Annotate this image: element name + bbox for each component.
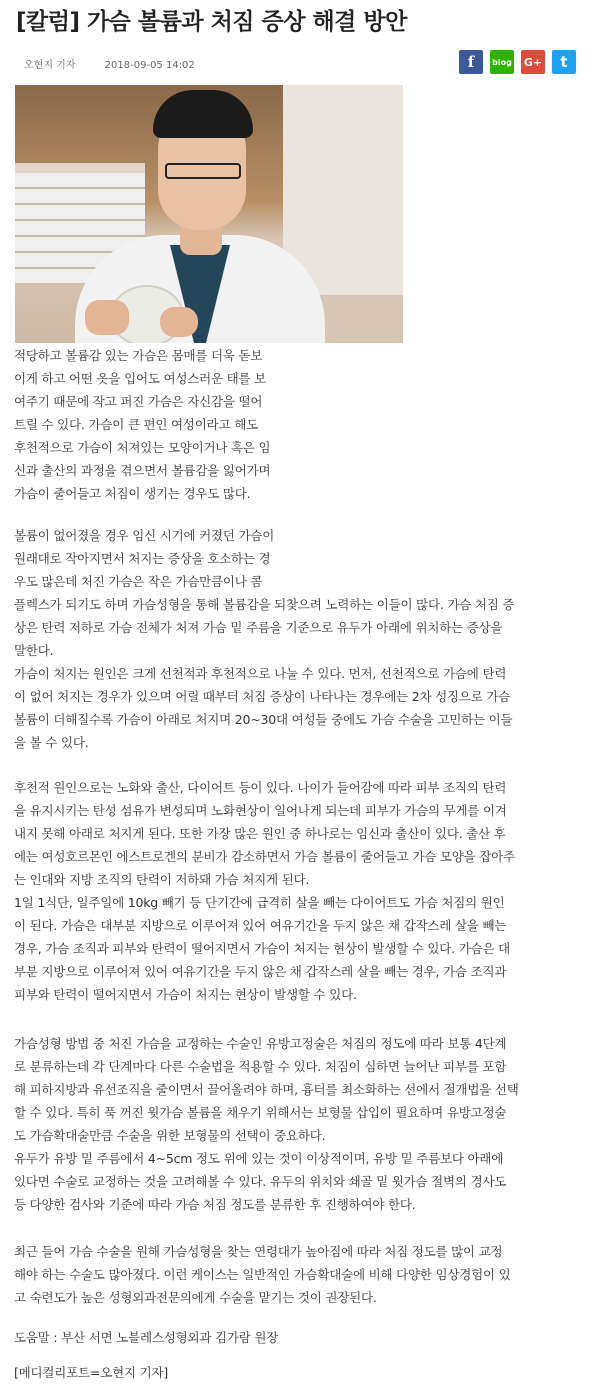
- paragraph-3: 후천적 원인으로는 노화와 출산, 다이어트 등이 있다. 나이가 들어감에 따라 피부 조직의 탄력 을 유지시키는 탄성 섬유가 변성되며 노화현상이 일어나게 되는데 피부가 가슴의 무게를 이겨 내지 못해 아래로 처지게 된다. 또한 가장 많은 원인 중 하나로는 임신과 출산이 있다. 출산 후 에는 여성호르몬인 에스트로겐의 분비가 감소하면서 가슴 볼륨이 줄어들고 가슴 모양을 잡아주 는 인대와 지방 조직의 탄력이 저하돼 가슴 처지게 된다. 1일 1식단, 일주일에 10kg 빼기 등 단기간에 급격히 살을 빼는 다이어트도 가슴 처짐의 원인 이 된다. 가슴은 대부분 지방으로 이루어져 있어 여유기간을 두지 않은 채 갑작스레 살을 빼는 경우, 가슴 조직과 피부와 탄력이 떨어지면서 가슴이 처지는 현상이 발생할 수 있다. 가슴은 대 부분 지방으로 이루어져 있어 여유기간을 두지 않은 채 갑작스레 살을 빼는 경우, 가슴 조직과 피부와 탄력이 떨어지면서 가슴이 처지는 현상이 발생할 수 있다.: [14, 780, 515, 1002]
- article-title: [칼럼] 가슴 볼륨과 처짐 증상 해결 방안: [16, 9, 407, 35]
- googleplus-share-button[interactable]: [521, 50, 545, 74]
- publish-date: 2018-09-05 14:02: [104, 60, 195, 71]
- paragraph-1: 적당하고 볼륨감 있는 가슴은 몸매를 더욱 돋보 이게 하고 어떤 옷을 입어도 여성스러운 태를 보 여주기 때문에 작고 퍼진 가슴은 자신감을 떨어 트릴 수 있다. 가슴이 큰 편인 여성이라고 해도 후천적으로 가슴이 처져있는 모양이거나 혹은 임 신과 출산의 과정을 겪으면서 볼륨감을 잃어가며 가슴이 줄어들고 처짐이 생기는 경우도 많다.: [14, 348, 271, 501]
- article-photo: [15, 85, 403, 343]
- twitter-icon: t: [560, 53, 568, 71]
- byline: [메디컬리포트=오현지 기자]: [14, 1365, 169, 1380]
- reporter-name: 오현지 기자: [24, 60, 76, 71]
- paragraph-5: 최근 들어 가슴 수술을 원해 가슴성형을 찾는 연령대가 높아짐에 따라 처짐 정도를 많이 교정 해야 하는 수술도 많아졌다. 이런 케이스는 일반적인 가슴확대술에 비해 다양한 임상경험이 있 고 숙련도가 높은 성형외과전문의에게 수술을 맡기는 것이 권장된다.: [14, 1244, 511, 1305]
- paragraph-2: 볼륨이 없어졌을 경우 임신 시기에 커졌던 가슴이 원래대로 작아지면서 처지는 증상을 호소하는 경 우도 많은데 처진 가슴은 작은 가슴만큼이나 콤 플렉스가 되기도 하며 가슴성형을 통해 볼륨감을 되찾으려 노력하는 이들이 많다. 가슴 처짐 증 상은 탄력 저하로 가슴 전체가 처져 가슴 밑 주름을 기준으로 유두가 아래에 위치하는 증상을 말한다. 가슴이 처지는 원인은 크게 선천적과 후천적으로 나눌 수 있다. 먼저, 선천적으로 가슴에 탄력 이 없어 처지는 경우가 있으며 어릴 때부터 처짐 증상이 나타나는 경우에는 2차 성징으로 가슴 볼륨이 더해질수록 가슴이 아래로 처지며 20~30대 여성들 중에도 가슴 수술을 고민하는 이들 을 볼 수 있다.: [14, 528, 515, 750]
- article-meta: [24, 56, 221, 71]
- credit-line: 도움말 : 부산 서면 노블레스성형외과 김가람 원장: [14, 1330, 279, 1345]
- blog-icon: blog: [492, 57, 512, 67]
- twitter-share-button[interactable]: [552, 50, 576, 74]
- googleplus-icon: G+: [523, 55, 543, 69]
- facebook-share-button[interactable]: [459, 50, 483, 74]
- share-buttons: [459, 50, 576, 74]
- blog-share-button[interactable]: [490, 50, 514, 74]
- facebook-icon: f: [467, 53, 475, 71]
- paragraph-4: 가슴성형 방법 중 처진 가슴을 교정하는 수술인 유방고정술은 처짐의 정도에 따라 보통 4단계 로 분류하는데 각 단계마다 다른 수술법을 적용할 수 있다. 처짐이 심하면 늘어난 피부를 포함 해 피하지방과 유선조직을 줄이면서 끌어올려야 하며, 흉터를 최소화하는 선에서 절개법을 선택 할 수 있다. 특히 푹 꺼진 윗가슴 볼륨을 채우기 위해서는 보형물 삽입이 필요하며 유방고정술 도 가슴확대술만큼 수술을 위한 보형물의 선택이 중요하다. 유두가 유방 밑 주름에서 4~5cm 정도 위에 있는 것이 이상적이며, 유방 밑 주름보다 아래에 있다면 수술로 교정하는 것을 고려해볼 수 있다. 유두의 위치와 쇄골 밑 윗가슴 절벽의 경사도 등 다양한 검사와 기준에 따라 가슴 처짐 정도를 분류한 후 진행하여야 한다.: [14, 1036, 519, 1212]
